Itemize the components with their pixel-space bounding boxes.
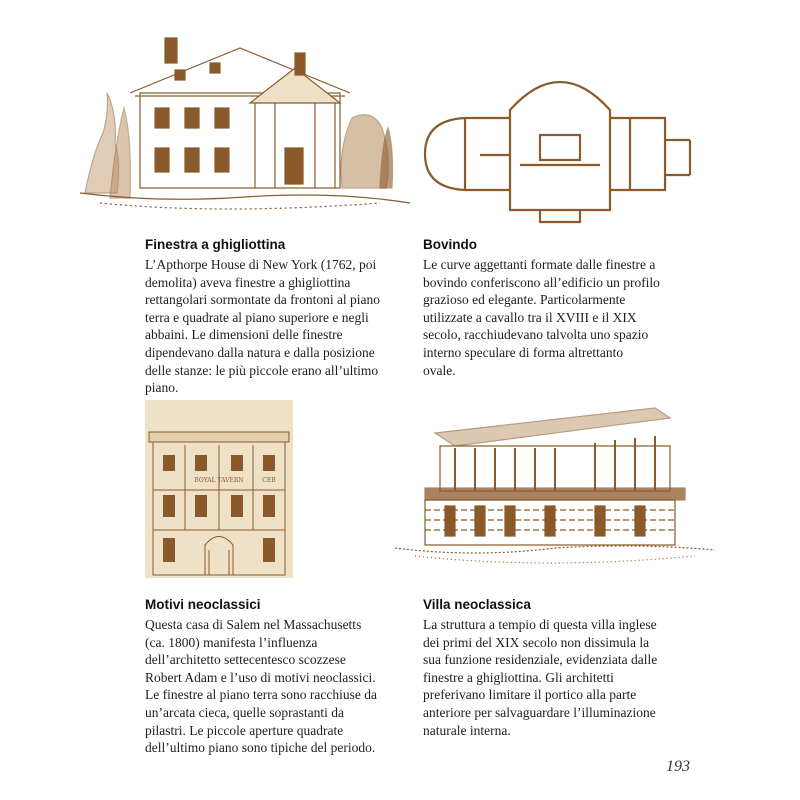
caption-text: L’Apthorpe House di New York (1762, poi demolita) aveva finestre a ghigliottina rettangolari sormontate da frontoni al piano terra e quadrate al piano superiore e negli abbaini. Le dimensioni delle finestre dipendevano dalla natura e dalla posizione delle stanze: le più piccole erano all’ultimo piano. <box>145 257 381 396</box>
caption-title: Bovindo <box>423 237 477 252</box>
caption-text: La struttura a tempio di questa villa inglese dei primi del XIX secolo non dissimula la sua funzione residenziale, evidenziata dalle finestre a ghigliottina. Gli architetti preferivano limitare il portico alla parte anteriore per salvaguardare l’illuminazione naturale interna. <box>423 617 658 738</box>
caption-motivi-neoclassici <box>145 596 430 757</box>
caption-title: Motivi neoclassici <box>145 597 261 612</box>
caption-bovindo <box>423 236 708 379</box>
caption-text: Questa casa di Salem nel Massachusetts (ca. 1800) manifesta l’influenza dell’architetto settecentesco scozzese Robert Adam e l’uso di motivi neoclassici. Le finestre al piano terra sono racchiuse da un’arcata cieca, quelle soprastanti da pilastri. Le piccole aperture quadrate dell’ultimo piano sono tipiche del periodo. <box>145 617 378 756</box>
caption-villa-neoclassica <box>423 596 708 739</box>
svg-text:BOYAL TAVERN: BOYAL TAVERN <box>194 477 244 484</box>
svg-text:CEB: CEB <box>262 477 276 484</box>
caption-text: Le curve aggettanti formate dalle finestre a bovindo conferiscono all’edificio un profilo grazioso ed elegante. Particolarmente utilizzate a cavallo tra il XVIII e il XIX secolo, racchiudevano talvolta uno spazio interno speculare di forma altrettanto ovale. <box>423 257 660 378</box>
caption-title: Finestra a ghigliottina <box>145 237 286 252</box>
caption-title: Villa neoclassica <box>423 597 531 612</box>
apthorpe-house-illustration <box>80 8 410 223</box>
salem-house-illustration <box>145 400 293 578</box>
page-number: 193 <box>666 758 690 775</box>
neoclassical-villa-illustration <box>395 398 715 578</box>
floor-plan-illustration <box>420 80 705 225</box>
caption-finestra-a-ghigliottina <box>145 236 430 397</box>
